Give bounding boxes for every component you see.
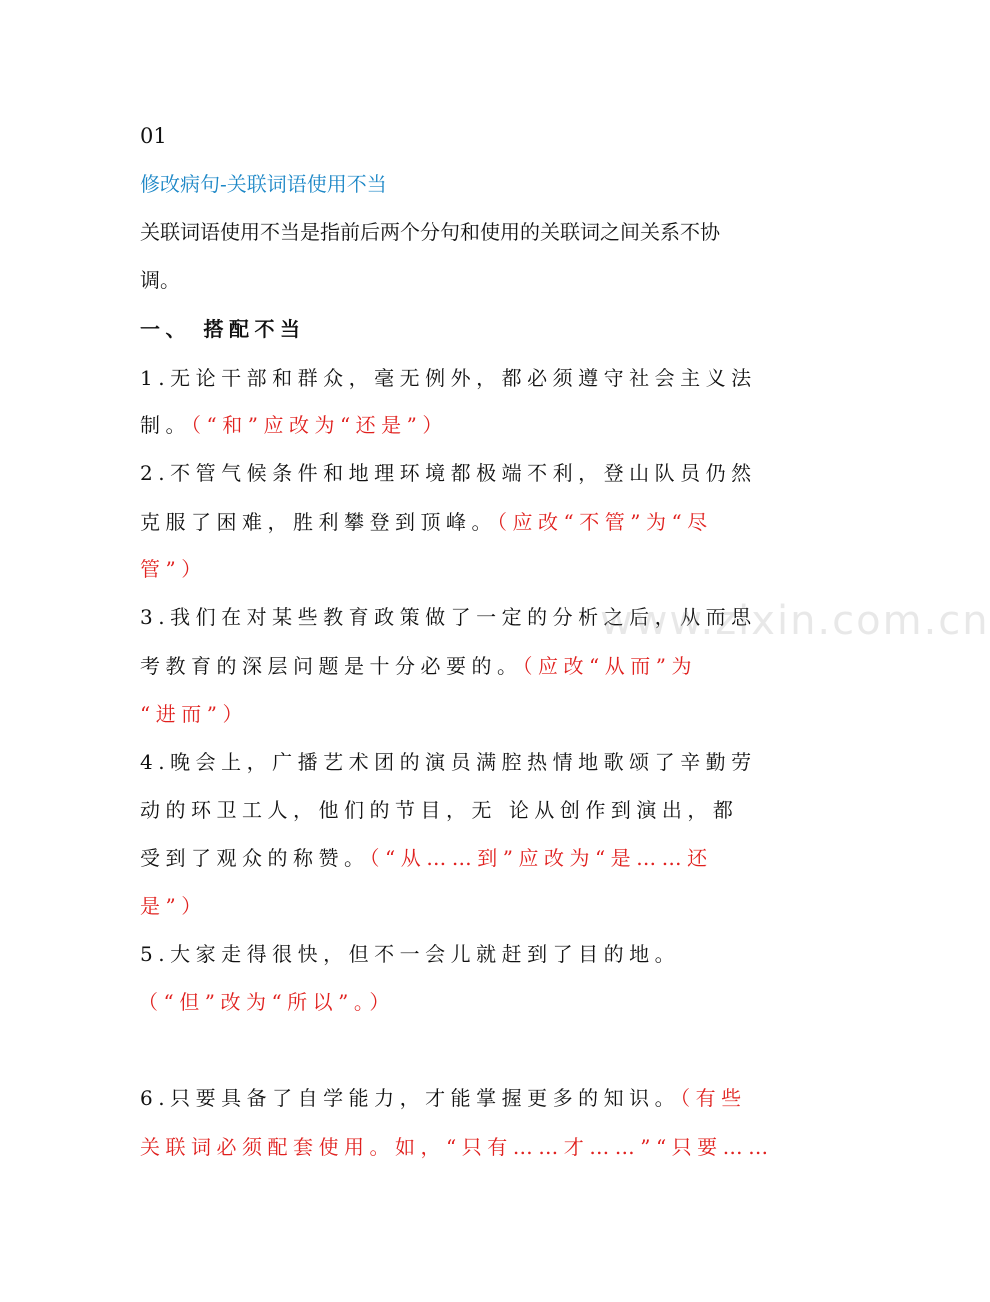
item-1-line-1 <box>140 364 757 392</box>
correction-note: （“从……到”应改为“是……还 <box>369 846 713 870</box>
correction-note: （有些 <box>680 1086 747 1110</box>
subheading: 一、 搭配不当 <box>140 317 306 341</box>
item-text: 动的环卫工人，他们的节目，无 论从创作到演出，都 <box>140 798 739 822</box>
correction-note: （“但”改为“所以”。） <box>138 990 395 1014</box>
intro-line-1: 关联词语使用不当是指前后两个分句和使用的关联词之间关系不协 <box>140 220 720 244</box>
item-2-line-2 <box>140 508 713 536</box>
item-text: 6.只要具备了自学能力，才能掌握更多的知识。 <box>140 1086 681 1110</box>
item-6-line-2 <box>140 1133 774 1161</box>
item-3-line-3 <box>140 700 248 728</box>
item-text: 考教育的深层问题是十分必要的。 <box>140 654 523 678</box>
item-4-line-3 <box>140 844 713 872</box>
item-text: 受到了观众的称赞。 <box>140 846 370 870</box>
correction-note: 关联词必须配套使用。如，“只有……才……”“只要…… <box>140 1135 774 1159</box>
item-text: 克服了困难，胜利攀登到顶峰。 <box>140 510 497 534</box>
correction-note: （“和”应改为“还是”） <box>191 413 448 437</box>
item-2-line-1 <box>140 459 757 487</box>
item-3-line-2 <box>140 652 697 680</box>
item-6-line-1 <box>140 1084 747 1112</box>
watermark: www.zixin.com.cn <box>600 598 990 644</box>
correction-note: 管”） <box>140 557 207 581</box>
correction-note: 是”） <box>140 894 207 918</box>
item-4-line-2 <box>140 796 738 824</box>
section-number: 01 <box>140 124 167 148</box>
item-5-line-2 <box>138 988 395 1016</box>
correction-note: （应改“从而”为 <box>522 654 697 678</box>
item-1-line-2 <box>140 411 448 439</box>
item-text: 2.不管气候条件和地理环境都极端不利，登山队员仍然 <box>140 461 757 485</box>
correction-note: “进而”） <box>140 702 248 726</box>
correction-note: （应改“不管”为“尽 <box>497 510 713 534</box>
item-text: 3.我们在对某些教育政策做了一定的分析之后，从而思 <box>140 605 757 629</box>
item-5-line-1 <box>140 940 680 968</box>
item-2-line-3 <box>140 555 207 583</box>
item-4-line-1 <box>140 748 757 776</box>
intro-line-2: 调。 <box>140 268 180 292</box>
section-title: 修改病句-关联词语使用不当 <box>140 172 387 196</box>
item-text: 1.无论干部和群众，毫无例外，都必须遵守社会主义法 <box>140 366 757 390</box>
item-4-line-4 <box>140 892 207 920</box>
item-text: 4.晚会上，广播艺术团的演员满腔热情地歌颂了辛勤劳 <box>140 750 757 774</box>
item-text: 制。 <box>140 413 191 437</box>
item-text: 5.大家走得很快，但不一会儿就赶到了目的地。 <box>140 942 681 966</box>
